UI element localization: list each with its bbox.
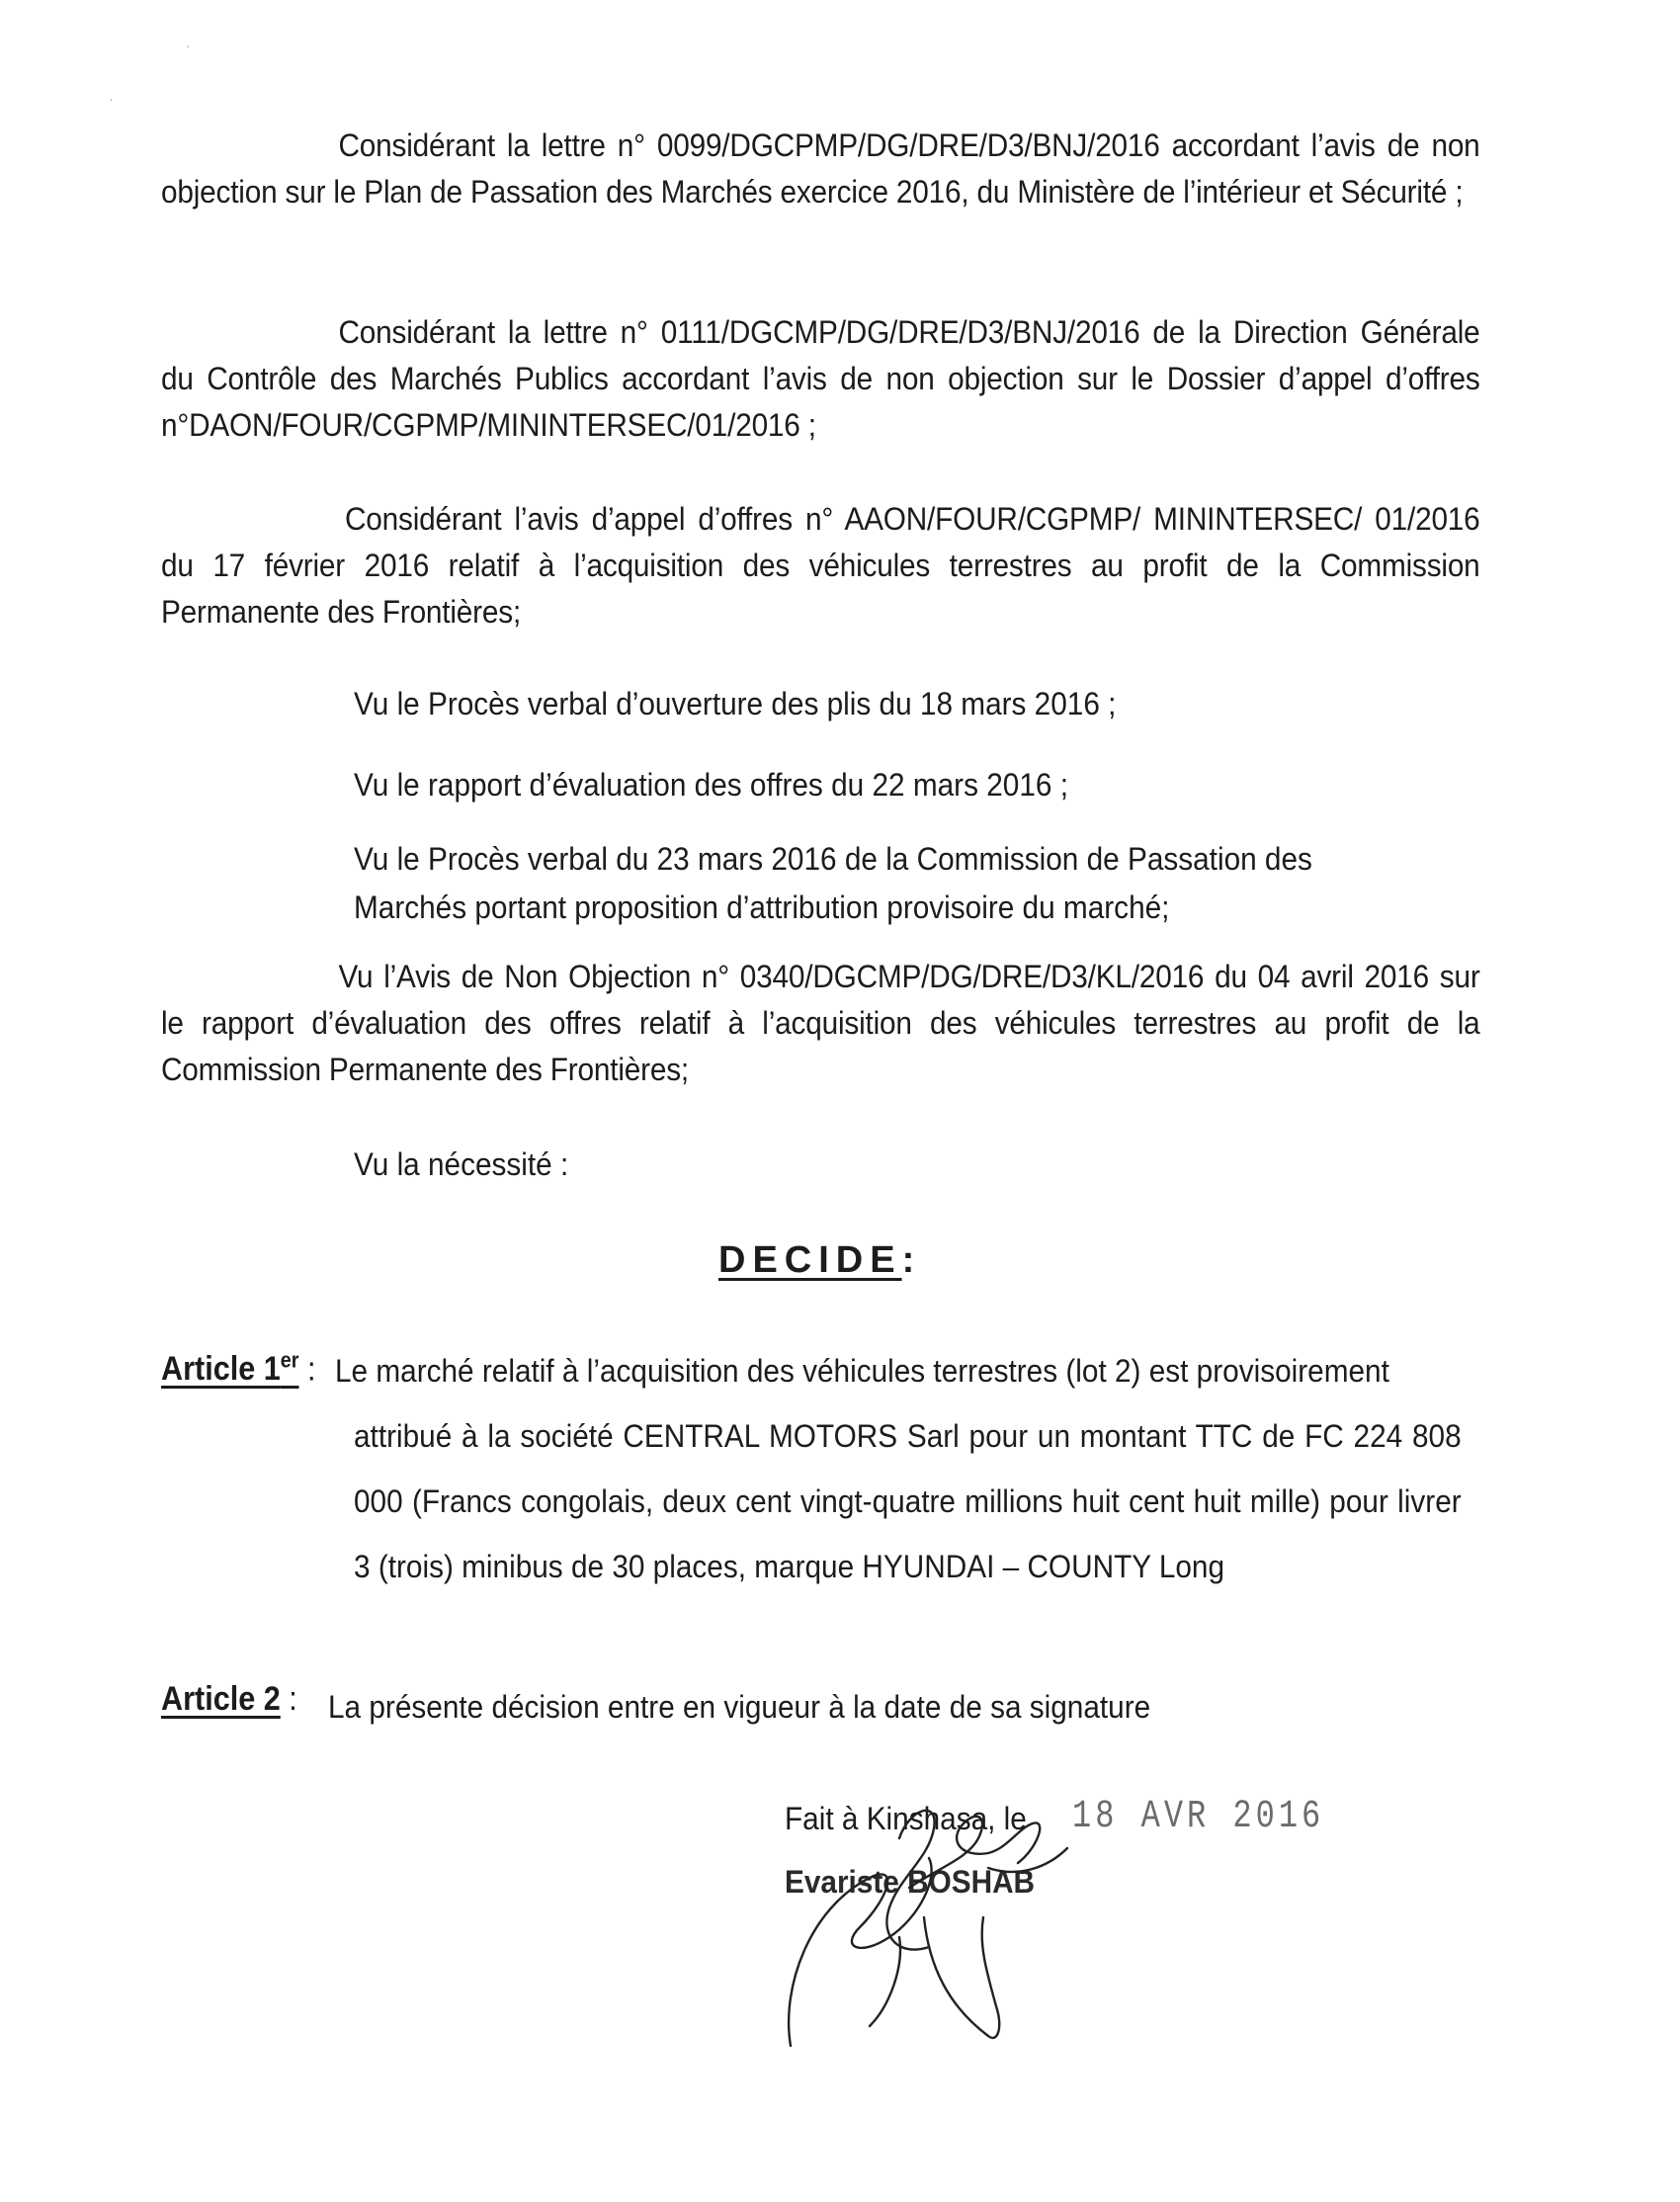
signatory-name: Evariste BOSHAB: [785, 1864, 1036, 1900]
signature-stroke: [924, 1917, 999, 2038]
decide-heading: [718, 1239, 921, 1282]
article-1-first-line: Le marché relatif à l’acquisition des véhicules terrestres (lot 2) est provisoirement: [335, 1353, 1389, 1389]
paragraph-vu-5: Vu la nécessité :: [354, 1146, 569, 1182]
decide-label: DECIDE: [718, 1239, 902, 1281]
paragraph-vu-4: Vu l’Avis de Non Objection n° 0340/DGCMP/DG/DRE/D3/KL/2016 du 04 avril 2016 sur le rapport d’évaluation des offres relatif à l’acquisition des véhicules terrestres au profit de la Commission Permanente des Frontières;: [161, 959, 1480, 1087]
article-2-colon: :: [280, 1680, 297, 1718]
signature-stroke: [870, 1937, 900, 2026]
paragraph-vu-2: Vu le rapport d’évaluation des offres du 22 mars 2016 ;: [354, 767, 1068, 803]
signature-stroke: [909, 1817, 1040, 1888]
paragraph-considerant-2: Considérant la lettre n° 0111/DGCMP/DG/DRE/D3/BNJ/2016 de la Direction Générale du Contrôle des Marchés Publics accordant l’avis de non objection sur le Dossier d’appel d’offres n°DAON/FOUR/CGPMP/MININTERSEC/01/2016 ;: [161, 314, 1480, 443]
paragraph-considerant-1: Considérant la lettre n° 0099/DGCPMP/DG/DRE/D3/BNJ/2016 accordant l’avis de non objection sur le Plan de Passation des Marchés exercice 2016, du Ministère de l’intérieur et Sécurité ;: [161, 127, 1480, 210]
article-2-label-text: Article 2: [161, 1680, 281, 1718]
paragraph-vu-1: Vu le Procès verbal d’ouverture des plis du 18 mars 2016 ;: [354, 686, 1117, 721]
decide-colon: :: [901, 1239, 922, 1281]
signature-stroke: [988, 1848, 1067, 1872]
date-stamp: 18 AVR 2016: [1072, 1795, 1325, 1839]
scan-speck: ·: [186, 38, 191, 53]
article-1-label: [161, 1348, 316, 1389]
paragraph-considerant-3: Considérant l’avis d’appel d’offres n° AAON/FOUR/CGPMP/ MININTERSEC/ 01/2016 du 17 février 2016 relatif à l’acquisition des véhicules terrestres au profit de la Commission Permanente des Frontières;: [161, 501, 1480, 630]
paragraph-vu-3: Vu le Procès verbal du 23 mars 2016 de la Commission de Passation des Marchés portant proposition d’attribution provisoire du marché;: [354, 841, 1312, 925]
scan-speck: ·: [109, 91, 114, 107]
signature-place: Fait à Kinshasa, le: [785, 1801, 1027, 1836]
article-1-superscript: er: [280, 1348, 299, 1373]
article-1-label-text: Article 1: [161, 1350, 281, 1389]
signature-stroke: [886, 1811, 934, 1950]
article-2-text: La présente décision entre en vigueur à la date de sa signature: [328, 1689, 1151, 1725]
handwritten-signature: [751, 1769, 1107, 2066]
article-1-colon: :: [298, 1350, 316, 1389]
article-1-body: attribué à la société CENTRAL MOTORS Sarl pour un montant TTC de FC 224 808 000 (Francs congolais, deux cent vingt-quatre millions huit cent huit mille) pour livrer 3 (trois) minibus de 30 places, marque HYUNDAI – COUNTY Long: [354, 1418, 1462, 1584]
article-2-label: [161, 1680, 297, 1719]
